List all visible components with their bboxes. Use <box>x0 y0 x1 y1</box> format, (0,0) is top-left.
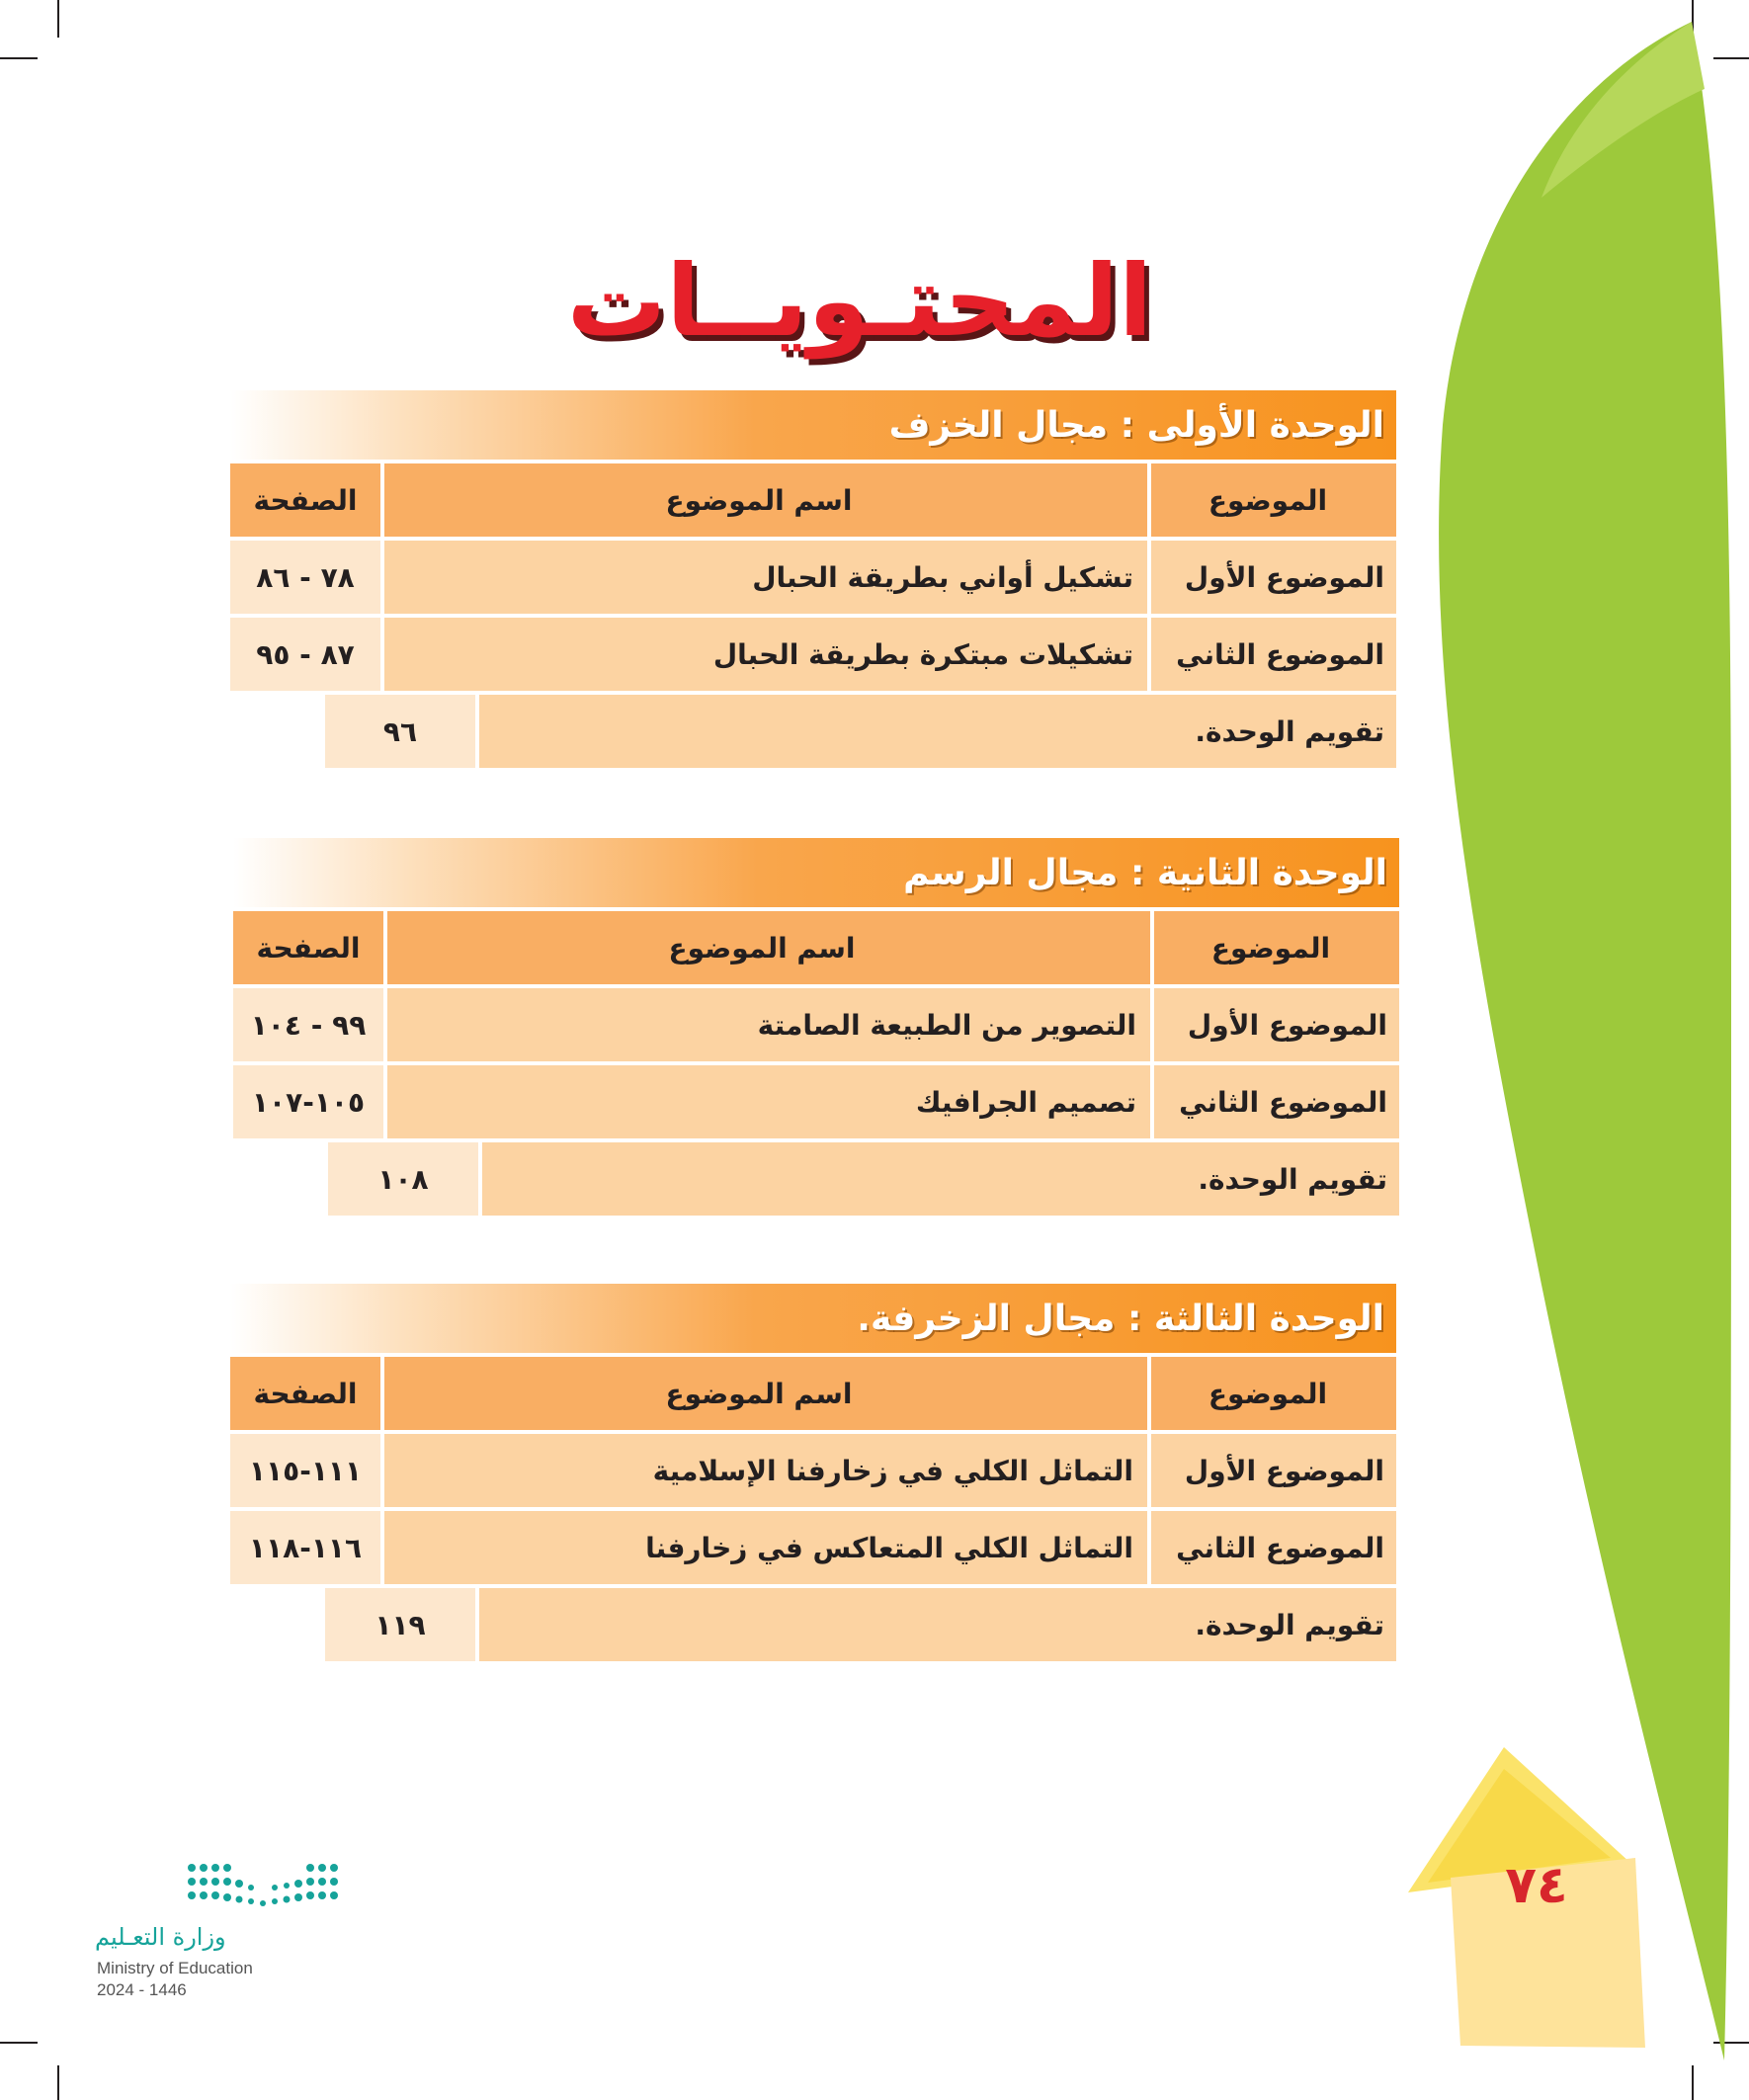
row-page: ١٠٥-١٠٧ <box>233 1065 383 1138</box>
evaluation-row <box>230 1588 1396 1665</box>
ministry-name-english: Ministry of Education <box>97 1959 253 1977</box>
evaluation-page: ١٠٨ <box>328 1142 478 1216</box>
header-topic-name: اسم الموضوع <box>384 1357 1147 1430</box>
evaluation-page: ٩٦ <box>325 695 475 768</box>
ministry-year: 2024 - 1446 <box>97 1980 187 1999</box>
table-row <box>233 988 1399 1065</box>
header-page: الصفحة <box>230 1357 380 1430</box>
page-title: المحتـويــات <box>566 243 1153 359</box>
row-page: ١١١-١١٥ <box>230 1434 380 1507</box>
table-header-row <box>233 911 1399 988</box>
unit-header-bar <box>233 838 1399 911</box>
ministry-logo <box>95 1858 372 1999</box>
row-topic-name: التماثل الكلي في زخارفنا الإسلامية <box>384 1434 1147 1507</box>
unit-title: الوحدة الأولى : مجال الخزف <box>888 404 1384 446</box>
table-row <box>233 1065 1399 1142</box>
table-row <box>230 541 1396 618</box>
row-topic: الموضوع الثاني <box>1151 1511 1396 1584</box>
row-page: ٨٧ - ٩٥ <box>230 618 380 691</box>
row-topic: الموضوع الثاني <box>1151 618 1396 691</box>
row-page: ٩٩ - ١٠٤ <box>233 988 383 1061</box>
evaluation-label: تقويم الوحدة. <box>482 1142 1399 1216</box>
ministry-dots-icon <box>182 1858 439 1921</box>
table-header-row <box>230 463 1396 541</box>
table-row <box>230 1511 1396 1588</box>
ministry-name-arabic: وزارة التعـليم <box>95 1923 226 1951</box>
page-number: ٧٤ <box>1505 1856 1568 1915</box>
evaluation-label: تقويم الوحدة. <box>479 695 1396 768</box>
header-topic: الموضوع <box>1151 463 1396 537</box>
header-topic-name: اسم الموضوع <box>387 911 1150 984</box>
row-topic: الموضوع الثاني <box>1154 1065 1399 1138</box>
evaluation-row <box>233 1142 1399 1219</box>
evaluation-label: تقويم الوحدة. <box>479 1588 1396 1661</box>
unit-section <box>230 390 1396 772</box>
row-topic: الموضوع الأول <box>1151 541 1396 614</box>
unit-section <box>230 1284 1396 1665</box>
row-topic-name: التصوير من الطبيعة الصامتة <box>387 988 1150 1061</box>
table-row <box>230 618 1396 695</box>
row-topic: الموضوع الأول <box>1151 1434 1396 1507</box>
row-page: ٧٨ - ٨٦ <box>230 541 380 614</box>
row-topic: الموضوع الأول <box>1154 988 1399 1061</box>
green-leaf-shape <box>1439 22 1731 2060</box>
unit-header-bar <box>230 1284 1396 1357</box>
row-topic-name: تصميم الجرافيك <box>387 1065 1150 1138</box>
header-topic: الموضوع <box>1154 911 1399 984</box>
unit-header-bar <box>230 390 1396 463</box>
header-page: الصفحة <box>233 911 383 984</box>
header-topic-name: اسم الموضوع <box>384 463 1147 537</box>
row-topic-name: تشكيل أواني بطريقة الحبال <box>384 541 1147 614</box>
evaluation-row <box>230 695 1396 772</box>
row-page: ١١٦-١١٨ <box>230 1511 380 1584</box>
table-row <box>230 1434 1396 1511</box>
unit-title: الوحدة الثالثة : مجال الزخرفة. <box>857 1298 1384 1339</box>
row-topic-name: التماثل الكلي المتعاكس في زخارفنا <box>384 1511 1147 1584</box>
header-page: الصفحة <box>230 463 380 537</box>
evaluation-page: ١١٩ <box>325 1588 475 1661</box>
row-topic-name: تشكيلات مبتكرة بطريقة الحبال <box>384 618 1147 691</box>
unit-section <box>233 838 1399 1219</box>
header-topic: الموضوع <box>1151 1357 1396 1430</box>
unit-title: الوحدة الثانية : مجال الرسم <box>903 852 1387 893</box>
table-header-row <box>230 1357 1396 1434</box>
